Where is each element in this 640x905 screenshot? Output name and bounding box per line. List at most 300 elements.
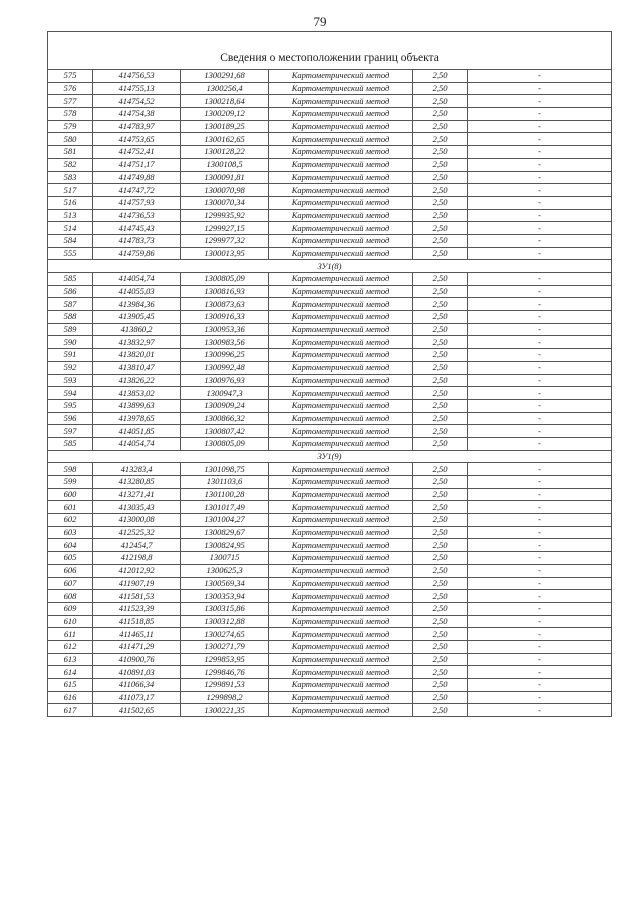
coordinate-y-cell: 1301098,75 — [181, 463, 269, 476]
section-header-row — [48, 260, 612, 273]
method-cell: Картометрический метод — [269, 108, 413, 121]
description-cell: - — [468, 666, 612, 679]
accuracy-cell: 2,50 — [413, 526, 468, 539]
table-row — [48, 70, 612, 83]
accuracy-cell: 2,50 — [413, 399, 468, 412]
method-cell: Картометрический метод — [269, 704, 413, 717]
description-cell: - — [468, 158, 612, 171]
table-title: Сведения о местоположении границ объекта — [48, 32, 612, 70]
accuracy-cell: 2,50 — [413, 590, 468, 603]
description-cell: - — [468, 323, 612, 336]
coordinate-y-cell: 1299853,95 — [181, 653, 269, 666]
coordinate-y-cell: 1299927,15 — [181, 222, 269, 235]
accuracy-cell: 2,50 — [413, 273, 468, 286]
description-cell: - — [468, 196, 612, 209]
point-number-cell: 514 — [48, 222, 93, 235]
method-cell: Картометрический метод — [269, 234, 413, 247]
description-cell: - — [468, 361, 612, 374]
accuracy-cell: 2,50 — [413, 146, 468, 159]
table-row — [48, 196, 612, 209]
coordinate-x-cell: 413035,43 — [93, 501, 181, 514]
method-cell: Картометрический метод — [269, 425, 413, 438]
coordinate-y-cell: 1301100,28 — [181, 488, 269, 501]
description-cell: - — [468, 514, 612, 527]
coordinate-x-cell: 413283,4 — [93, 463, 181, 476]
coordinate-x-cell: 414747,72 — [93, 184, 181, 197]
table-row — [48, 577, 612, 590]
method-cell: Картометрический метод — [269, 526, 413, 539]
point-number-cell: 583 — [48, 171, 93, 184]
accuracy-cell: 2,50 — [413, 412, 468, 425]
table-row — [48, 526, 612, 539]
method-cell: Картометрический метод — [269, 336, 413, 349]
method-cell: Картометрический метод — [269, 285, 413, 298]
coordinate-y-cell: 1300209,12 — [181, 108, 269, 121]
description-cell: - — [468, 476, 612, 489]
coordinate-y-cell: 1300916,33 — [181, 311, 269, 324]
point-number-cell: 585 — [48, 437, 93, 450]
description-cell: - — [468, 285, 612, 298]
point-number-cell: 513 — [48, 209, 93, 222]
accuracy-cell: 2,50 — [413, 374, 468, 387]
accuracy-cell: 2,50 — [413, 234, 468, 247]
coordinate-x-cell: 413810,47 — [93, 361, 181, 374]
coordinate-y-cell: 1300274,65 — [181, 628, 269, 641]
table-row — [48, 476, 612, 489]
coordinate-x-cell: 413905,45 — [93, 311, 181, 324]
method-cell: Картометрический метод — [269, 437, 413, 450]
accuracy-cell: 2,50 — [413, 488, 468, 501]
table-row — [48, 412, 612, 425]
coordinate-y-cell: 1300189,25 — [181, 120, 269, 133]
coordinate-y-cell: 1300108,5 — [181, 158, 269, 171]
accuracy-cell: 2,50 — [413, 158, 468, 171]
coordinate-y-cell: 1300070,98 — [181, 184, 269, 197]
table-row — [48, 666, 612, 679]
accuracy-cell: 2,50 — [413, 361, 468, 374]
table-row — [48, 158, 612, 171]
coordinate-x-cell: 414752,41 — [93, 146, 181, 159]
accuracy-cell: 2,50 — [413, 653, 468, 666]
point-number-cell: 588 — [48, 311, 93, 324]
table-row — [48, 298, 612, 311]
accuracy-cell: 2,50 — [413, 387, 468, 400]
coordinate-y-cell: 1300953,36 — [181, 323, 269, 336]
method-cell: Картометрический метод — [269, 323, 413, 336]
coordinate-x-cell: 414055,03 — [93, 285, 181, 298]
coordinate-y-cell: 1300312,88 — [181, 615, 269, 628]
method-cell: Картометрический метод — [269, 387, 413, 400]
point-number-cell: 581 — [48, 146, 93, 159]
accuracy-cell: 2,50 — [413, 133, 468, 146]
section-label: ЗУ1(8) — [48, 260, 612, 273]
coordinate-x-cell: 412525,32 — [93, 526, 181, 539]
coordinate-x-cell: 413984,36 — [93, 298, 181, 311]
description-cell: - — [468, 488, 612, 501]
table-row — [48, 564, 612, 577]
description-cell: - — [468, 679, 612, 692]
method-cell: Картометрический метод — [269, 247, 413, 260]
coordinate-x-cell: 414783,97 — [93, 120, 181, 133]
point-number-cell: 599 — [48, 476, 93, 489]
point-number-cell: 615 — [48, 679, 93, 692]
coordinate-y-cell: 1300983,56 — [181, 336, 269, 349]
accuracy-cell: 2,50 — [413, 691, 468, 704]
description-cell: - — [468, 628, 612, 641]
accuracy-cell: 2,50 — [413, 640, 468, 653]
method-cell: Картометрический метод — [269, 196, 413, 209]
coordinate-y-cell: 1300805,09 — [181, 437, 269, 450]
coordinate-x-cell: 413280,85 — [93, 476, 181, 489]
point-number-cell: 586 — [48, 285, 93, 298]
coordinate-y-cell: 1300909,24 — [181, 399, 269, 412]
description-cell: - — [468, 95, 612, 108]
method-cell: Картометрический метод — [269, 590, 413, 603]
table-row — [48, 399, 612, 412]
accuracy-cell: 2,50 — [413, 298, 468, 311]
method-cell: Картометрический метод — [269, 539, 413, 552]
description-cell: - — [468, 374, 612, 387]
accuracy-cell: 2,50 — [413, 666, 468, 679]
table-title-row — [48, 32, 612, 70]
method-cell: Картометрический метод — [269, 349, 413, 362]
description-cell: - — [468, 70, 612, 83]
coordinate-x-cell: 411581,53 — [93, 590, 181, 603]
accuracy-cell: 2,50 — [413, 247, 468, 260]
coordinate-y-cell: 1300013,95 — [181, 247, 269, 260]
description-cell: - — [468, 120, 612, 133]
coordinate-x-cell: 414756,53 — [93, 70, 181, 83]
table-row — [48, 361, 612, 374]
point-number-cell: 575 — [48, 70, 93, 83]
method-cell: Картометрический метод — [269, 311, 413, 324]
table-row — [48, 234, 612, 247]
description-cell: - — [468, 234, 612, 247]
coordinate-y-cell: 1300091,81 — [181, 171, 269, 184]
accuracy-cell: 2,50 — [413, 120, 468, 133]
coordinate-x-cell: 414755,13 — [93, 82, 181, 95]
method-cell: Картометрический метод — [269, 171, 413, 184]
coordinate-x-cell: 414751,17 — [93, 158, 181, 171]
coordinate-y-cell: 1299846,76 — [181, 666, 269, 679]
point-number-cell: 598 — [48, 463, 93, 476]
coordinate-x-cell: 413271,41 — [93, 488, 181, 501]
point-number-cell: 577 — [48, 95, 93, 108]
coordinate-x-cell: 413860,2 — [93, 323, 181, 336]
coordinate-x-cell: 414757,93 — [93, 196, 181, 209]
table-row — [48, 108, 612, 121]
description-cell: - — [468, 349, 612, 362]
description-cell: - — [468, 184, 612, 197]
point-number-cell: 616 — [48, 691, 93, 704]
coordinate-x-cell: 410891,03 — [93, 666, 181, 679]
coordinate-y-cell: 1300715 — [181, 552, 269, 565]
point-number-cell: 607 — [48, 577, 93, 590]
section-header-row — [48, 450, 612, 463]
accuracy-cell: 2,50 — [413, 285, 468, 298]
description-cell: - — [468, 640, 612, 653]
coordinate-x-cell: 411518,85 — [93, 615, 181, 628]
accuracy-cell: 2,50 — [413, 501, 468, 514]
coordinate-y-cell: 1300992,48 — [181, 361, 269, 374]
method-cell: Картометрический метод — [269, 298, 413, 311]
accuracy-cell: 2,50 — [413, 82, 468, 95]
description-cell: - — [468, 602, 612, 615]
method-cell: Картометрический метод — [269, 691, 413, 704]
point-number-cell: 587 — [48, 298, 93, 311]
coordinate-y-cell: 1299977,32 — [181, 234, 269, 247]
coordinate-y-cell: 1300976,93 — [181, 374, 269, 387]
coordinate-x-cell: 414051,85 — [93, 425, 181, 438]
table-row — [48, 501, 612, 514]
table-row — [48, 615, 612, 628]
coordinate-y-cell: 1300805,09 — [181, 273, 269, 286]
description-cell: - — [468, 501, 612, 514]
point-number-cell: 600 — [48, 488, 93, 501]
table-row — [48, 222, 612, 235]
point-number-cell: 590 — [48, 336, 93, 349]
coordinate-x-cell: 414054,74 — [93, 273, 181, 286]
point-number-cell: 593 — [48, 374, 93, 387]
method-cell: Картометрический метод — [269, 602, 413, 615]
description-cell: - — [468, 133, 612, 146]
description-cell: - — [468, 691, 612, 704]
description-cell: - — [468, 222, 612, 235]
point-number-cell: 597 — [48, 425, 93, 438]
point-number-cell: 589 — [48, 323, 93, 336]
boundary-coordinates-table — [47, 31, 612, 717]
point-number-cell: 582 — [48, 158, 93, 171]
description-cell: - — [468, 653, 612, 666]
table-row — [48, 209, 612, 222]
description-cell: - — [468, 298, 612, 311]
coordinate-y-cell: 1300996,25 — [181, 349, 269, 362]
point-number-cell: 608 — [48, 590, 93, 603]
table-row — [48, 133, 612, 146]
coordinate-x-cell: 411066,34 — [93, 679, 181, 692]
point-number-cell: 516 — [48, 196, 93, 209]
description-cell: - — [468, 108, 612, 121]
point-number-cell: 609 — [48, 602, 93, 615]
description-cell: - — [468, 539, 612, 552]
description-cell: - — [468, 590, 612, 603]
coordinate-x-cell: 414754,52 — [93, 95, 181, 108]
table-row — [48, 374, 612, 387]
table-row — [48, 640, 612, 653]
table-row — [48, 628, 612, 641]
coordinate-x-cell: 411502,65 — [93, 704, 181, 717]
coordinate-y-cell: 1300625,3 — [181, 564, 269, 577]
coordinate-x-cell: 412012,92 — [93, 564, 181, 577]
method-cell: Картометрический метод — [269, 653, 413, 666]
coordinate-y-cell: 1300256,4 — [181, 82, 269, 95]
coordinate-y-cell: 1300824,95 — [181, 539, 269, 552]
description-cell: - — [468, 82, 612, 95]
accuracy-cell: 2,50 — [413, 311, 468, 324]
table-row — [48, 311, 612, 324]
method-cell: Картометрический метод — [269, 463, 413, 476]
accuracy-cell: 2,50 — [413, 95, 468, 108]
method-cell: Картометрический метод — [269, 133, 413, 146]
coordinate-x-cell: 414749,88 — [93, 171, 181, 184]
coordinate-x-cell: 413832,97 — [93, 336, 181, 349]
point-number-cell: 604 — [48, 539, 93, 552]
method-cell: Картометрический метод — [269, 564, 413, 577]
table-row — [48, 602, 612, 615]
coordinate-y-cell: 1300128,22 — [181, 146, 269, 159]
point-number-cell: 602 — [48, 514, 93, 527]
table-row — [48, 387, 612, 400]
point-number-cell: 611 — [48, 628, 93, 641]
coordinate-y-cell: 1300947,3 — [181, 387, 269, 400]
coordinate-x-cell: 413899,63 — [93, 399, 181, 412]
coordinate-y-cell: 1300816,93 — [181, 285, 269, 298]
coordinate-y-cell: 1301017,49 — [181, 501, 269, 514]
coordinate-x-cell: 412198,8 — [93, 552, 181, 565]
method-cell: Картометрический метод — [269, 577, 413, 590]
description-cell: - — [468, 399, 612, 412]
method-cell: Картометрический метод — [269, 361, 413, 374]
coordinate-x-cell: 413978,65 — [93, 412, 181, 425]
method-cell: Картометрический метод — [269, 501, 413, 514]
table-row — [48, 247, 612, 260]
accuracy-cell: 2,50 — [413, 602, 468, 615]
coordinate-x-cell: 414759,86 — [93, 247, 181, 260]
coordinate-x-cell: 414753,65 — [93, 133, 181, 146]
method-cell: Картометрический метод — [269, 666, 413, 679]
point-number-cell: 605 — [48, 552, 93, 565]
table-row — [48, 539, 612, 552]
point-number-cell: 576 — [48, 82, 93, 95]
point-number-cell: 601 — [48, 501, 93, 514]
description-cell: - — [468, 704, 612, 717]
accuracy-cell: 2,50 — [413, 108, 468, 121]
coordinate-y-cell: 1300866,32 — [181, 412, 269, 425]
method-cell: Картометрический метод — [269, 82, 413, 95]
point-number-cell: 578 — [48, 108, 93, 121]
point-number-cell: 592 — [48, 361, 93, 374]
method-cell: Картометрический метод — [269, 628, 413, 641]
accuracy-cell: 2,50 — [413, 336, 468, 349]
table-row — [48, 171, 612, 184]
point-number-cell: 580 — [48, 133, 93, 146]
coordinate-y-cell: 1300353,94 — [181, 590, 269, 603]
coordinate-x-cell: 413853,02 — [93, 387, 181, 400]
accuracy-cell: 2,50 — [413, 323, 468, 336]
accuracy-cell: 2,50 — [413, 628, 468, 641]
point-number-cell: 555 — [48, 247, 93, 260]
method-cell: Картометрический метод — [269, 615, 413, 628]
page-number: 79 — [313, 14, 327, 29]
coordinate-y-cell: 1300221,35 — [181, 704, 269, 717]
table-row — [48, 552, 612, 565]
accuracy-cell: 2,50 — [413, 679, 468, 692]
method-cell: Картометрический метод — [269, 476, 413, 489]
table-row — [48, 273, 612, 286]
description-cell: - — [468, 615, 612, 628]
description-cell: - — [468, 412, 612, 425]
coordinate-y-cell: 1300070,34 — [181, 196, 269, 209]
point-number-cell: 603 — [48, 526, 93, 539]
method-cell: Картометрический метод — [269, 209, 413, 222]
description-cell: - — [468, 146, 612, 159]
method-cell: Картометрический метод — [269, 514, 413, 527]
point-number-cell: 610 — [48, 615, 93, 628]
method-cell: Картометрический метод — [269, 222, 413, 235]
point-number-cell: 595 — [48, 399, 93, 412]
point-number-cell: 594 — [48, 387, 93, 400]
method-cell: Картометрический метод — [269, 412, 413, 425]
coordinate-y-cell: 1299891,53 — [181, 679, 269, 692]
table-row — [48, 285, 612, 298]
point-number-cell: 579 — [48, 120, 93, 133]
table-row — [48, 120, 612, 133]
coordinate-x-cell: 413820,01 — [93, 349, 181, 362]
method-cell: Картометрический метод — [269, 120, 413, 133]
coordinate-x-cell: 414736,53 — [93, 209, 181, 222]
table-row — [48, 488, 612, 501]
table-row — [48, 336, 612, 349]
accuracy-cell: 2,50 — [413, 184, 468, 197]
description-cell: - — [468, 425, 612, 438]
accuracy-cell: 2,50 — [413, 209, 468, 222]
point-number-cell: 613 — [48, 653, 93, 666]
method-cell: Картометрический метод — [269, 399, 413, 412]
coordinate-y-cell: 1299935,92 — [181, 209, 269, 222]
description-cell: - — [468, 336, 612, 349]
description-cell: - — [468, 577, 612, 590]
table-row — [48, 463, 612, 476]
coordinate-x-cell: 411523,39 — [93, 602, 181, 615]
coordinate-x-cell: 414745,43 — [93, 222, 181, 235]
point-number-cell: 591 — [48, 349, 93, 362]
description-cell: - — [468, 437, 612, 450]
accuracy-cell: 2,50 — [413, 552, 468, 565]
coordinate-x-cell: 411073,17 — [93, 691, 181, 704]
coordinate-x-cell: 413000,08 — [93, 514, 181, 527]
coordinate-x-cell: 414754,38 — [93, 108, 181, 121]
method-cell: Картометрический метод — [269, 488, 413, 501]
coordinate-x-cell: 413826,22 — [93, 374, 181, 387]
accuracy-cell: 2,50 — [413, 222, 468, 235]
table-row — [48, 704, 612, 717]
coordinate-y-cell: 1300873,63 — [181, 298, 269, 311]
accuracy-cell: 2,50 — [413, 704, 468, 717]
description-cell: - — [468, 387, 612, 400]
accuracy-cell: 2,50 — [413, 476, 468, 489]
coordinate-x-cell: 411471,29 — [93, 640, 181, 653]
accuracy-cell: 2,50 — [413, 437, 468, 450]
point-number-cell: 614 — [48, 666, 93, 679]
method-cell: Картометрический метод — [269, 640, 413, 653]
point-number-cell: 517 — [48, 184, 93, 197]
table-row — [48, 95, 612, 108]
accuracy-cell: 2,50 — [413, 564, 468, 577]
method-cell: Картометрический метод — [269, 679, 413, 692]
table-row — [48, 82, 612, 95]
accuracy-cell: 2,50 — [413, 425, 468, 438]
description-cell: - — [468, 552, 612, 565]
method-cell: Картометрический метод — [269, 273, 413, 286]
table-row — [48, 679, 612, 692]
coordinate-y-cell: 1300218,64 — [181, 95, 269, 108]
point-number-cell: 617 — [48, 704, 93, 717]
table-row — [48, 691, 612, 704]
table-row — [48, 323, 612, 336]
method-cell: Картометрический метод — [269, 146, 413, 159]
coordinate-y-cell: 1301004,27 — [181, 514, 269, 527]
point-number-cell: 585 — [48, 273, 93, 286]
